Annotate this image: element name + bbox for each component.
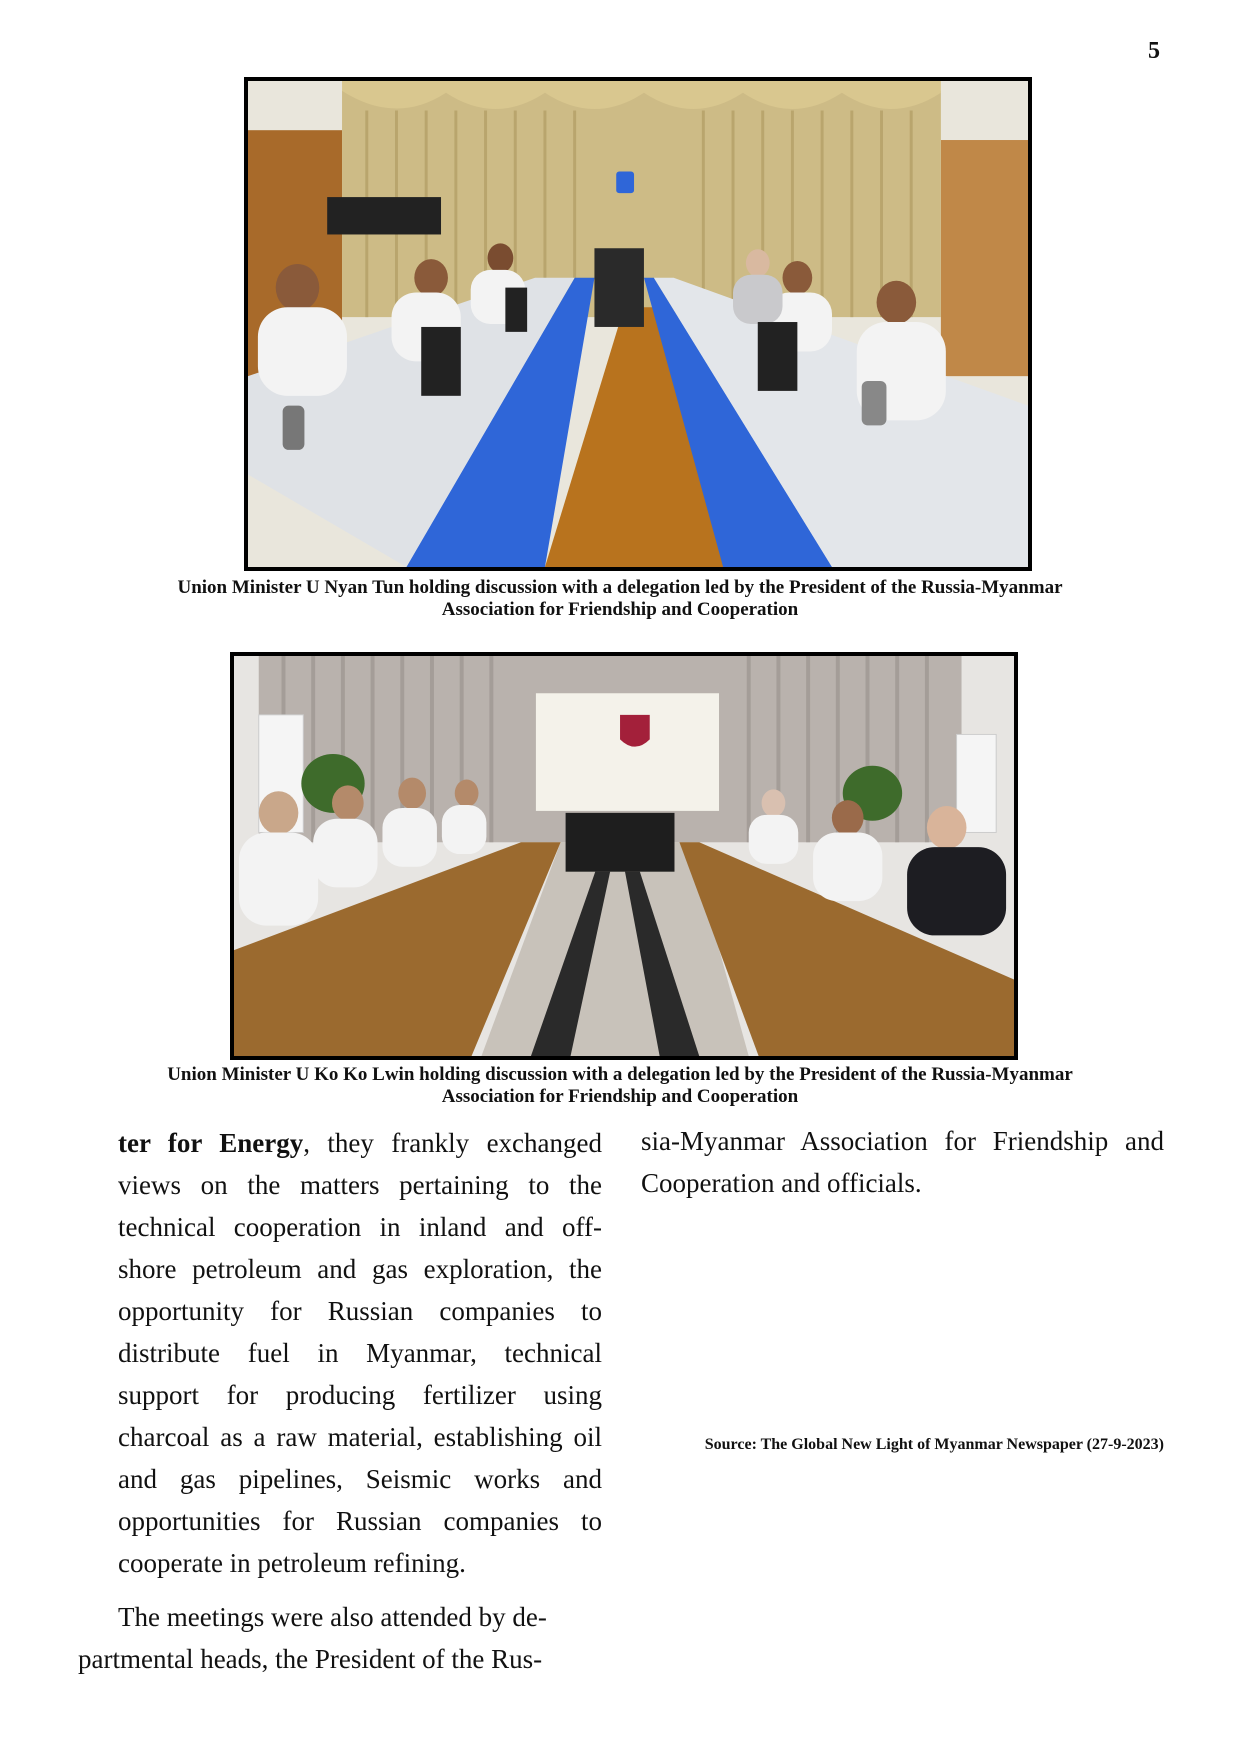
article-paragraph [78,1596,602,1680]
article-paragraph: sia-Myanmar Association for Friendship and Cooperation and officials. [641,1126,1164,1198]
article-column-left [78,1122,603,1680]
paragraph-line: partmental heads, the President of the Rus- [78,1644,543,1674]
caption-line: Union Minister U Nyan Tun holding discussion with a delegation led by the President of the Russia-Myanmar [177,577,1063,598]
article-paragraph [118,1122,602,1584]
paragraph-text: , they frankly exchanged views on the matters pertaining to the technical cooperation in inland and off-shore petroleum and gas exploration, the opportunity for Russian companies to distribute fuel in Myanmar, technical support for producing fertilizer using charcoal as a raw material, establishing oil and gas pipelines, Seismic works and opportunities for Russian companies to cooperate in petroleum refining. [118,1128,603,1578]
meeting-photo-1 [244,77,1032,571]
meeting-photo-2 [230,652,1018,1060]
photo-caption-2 [100,1064,1140,1108]
source-credit: Source: The Global New Light of Myanmar Newspaper (27-9-2023) [704,1436,1164,1453]
lead-bold-text: ter for Energy [118,1128,304,1158]
photo-caption-1 [100,577,1140,621]
paragraph-line: The meetings were also attended by de- [118,1602,547,1632]
page-number: 5 [1148,38,1160,64]
article-column-right [641,1120,1164,1204]
caption-line: Association for Friendship and Cooperation [441,1086,799,1107]
caption-line: Union Minister U Ko Ko Lwin holding discussion with a delegation led by the President of the Russia-Myanmar [167,1064,1073,1085]
caption-line: Association for Friendship and Cooperation [441,599,799,620]
